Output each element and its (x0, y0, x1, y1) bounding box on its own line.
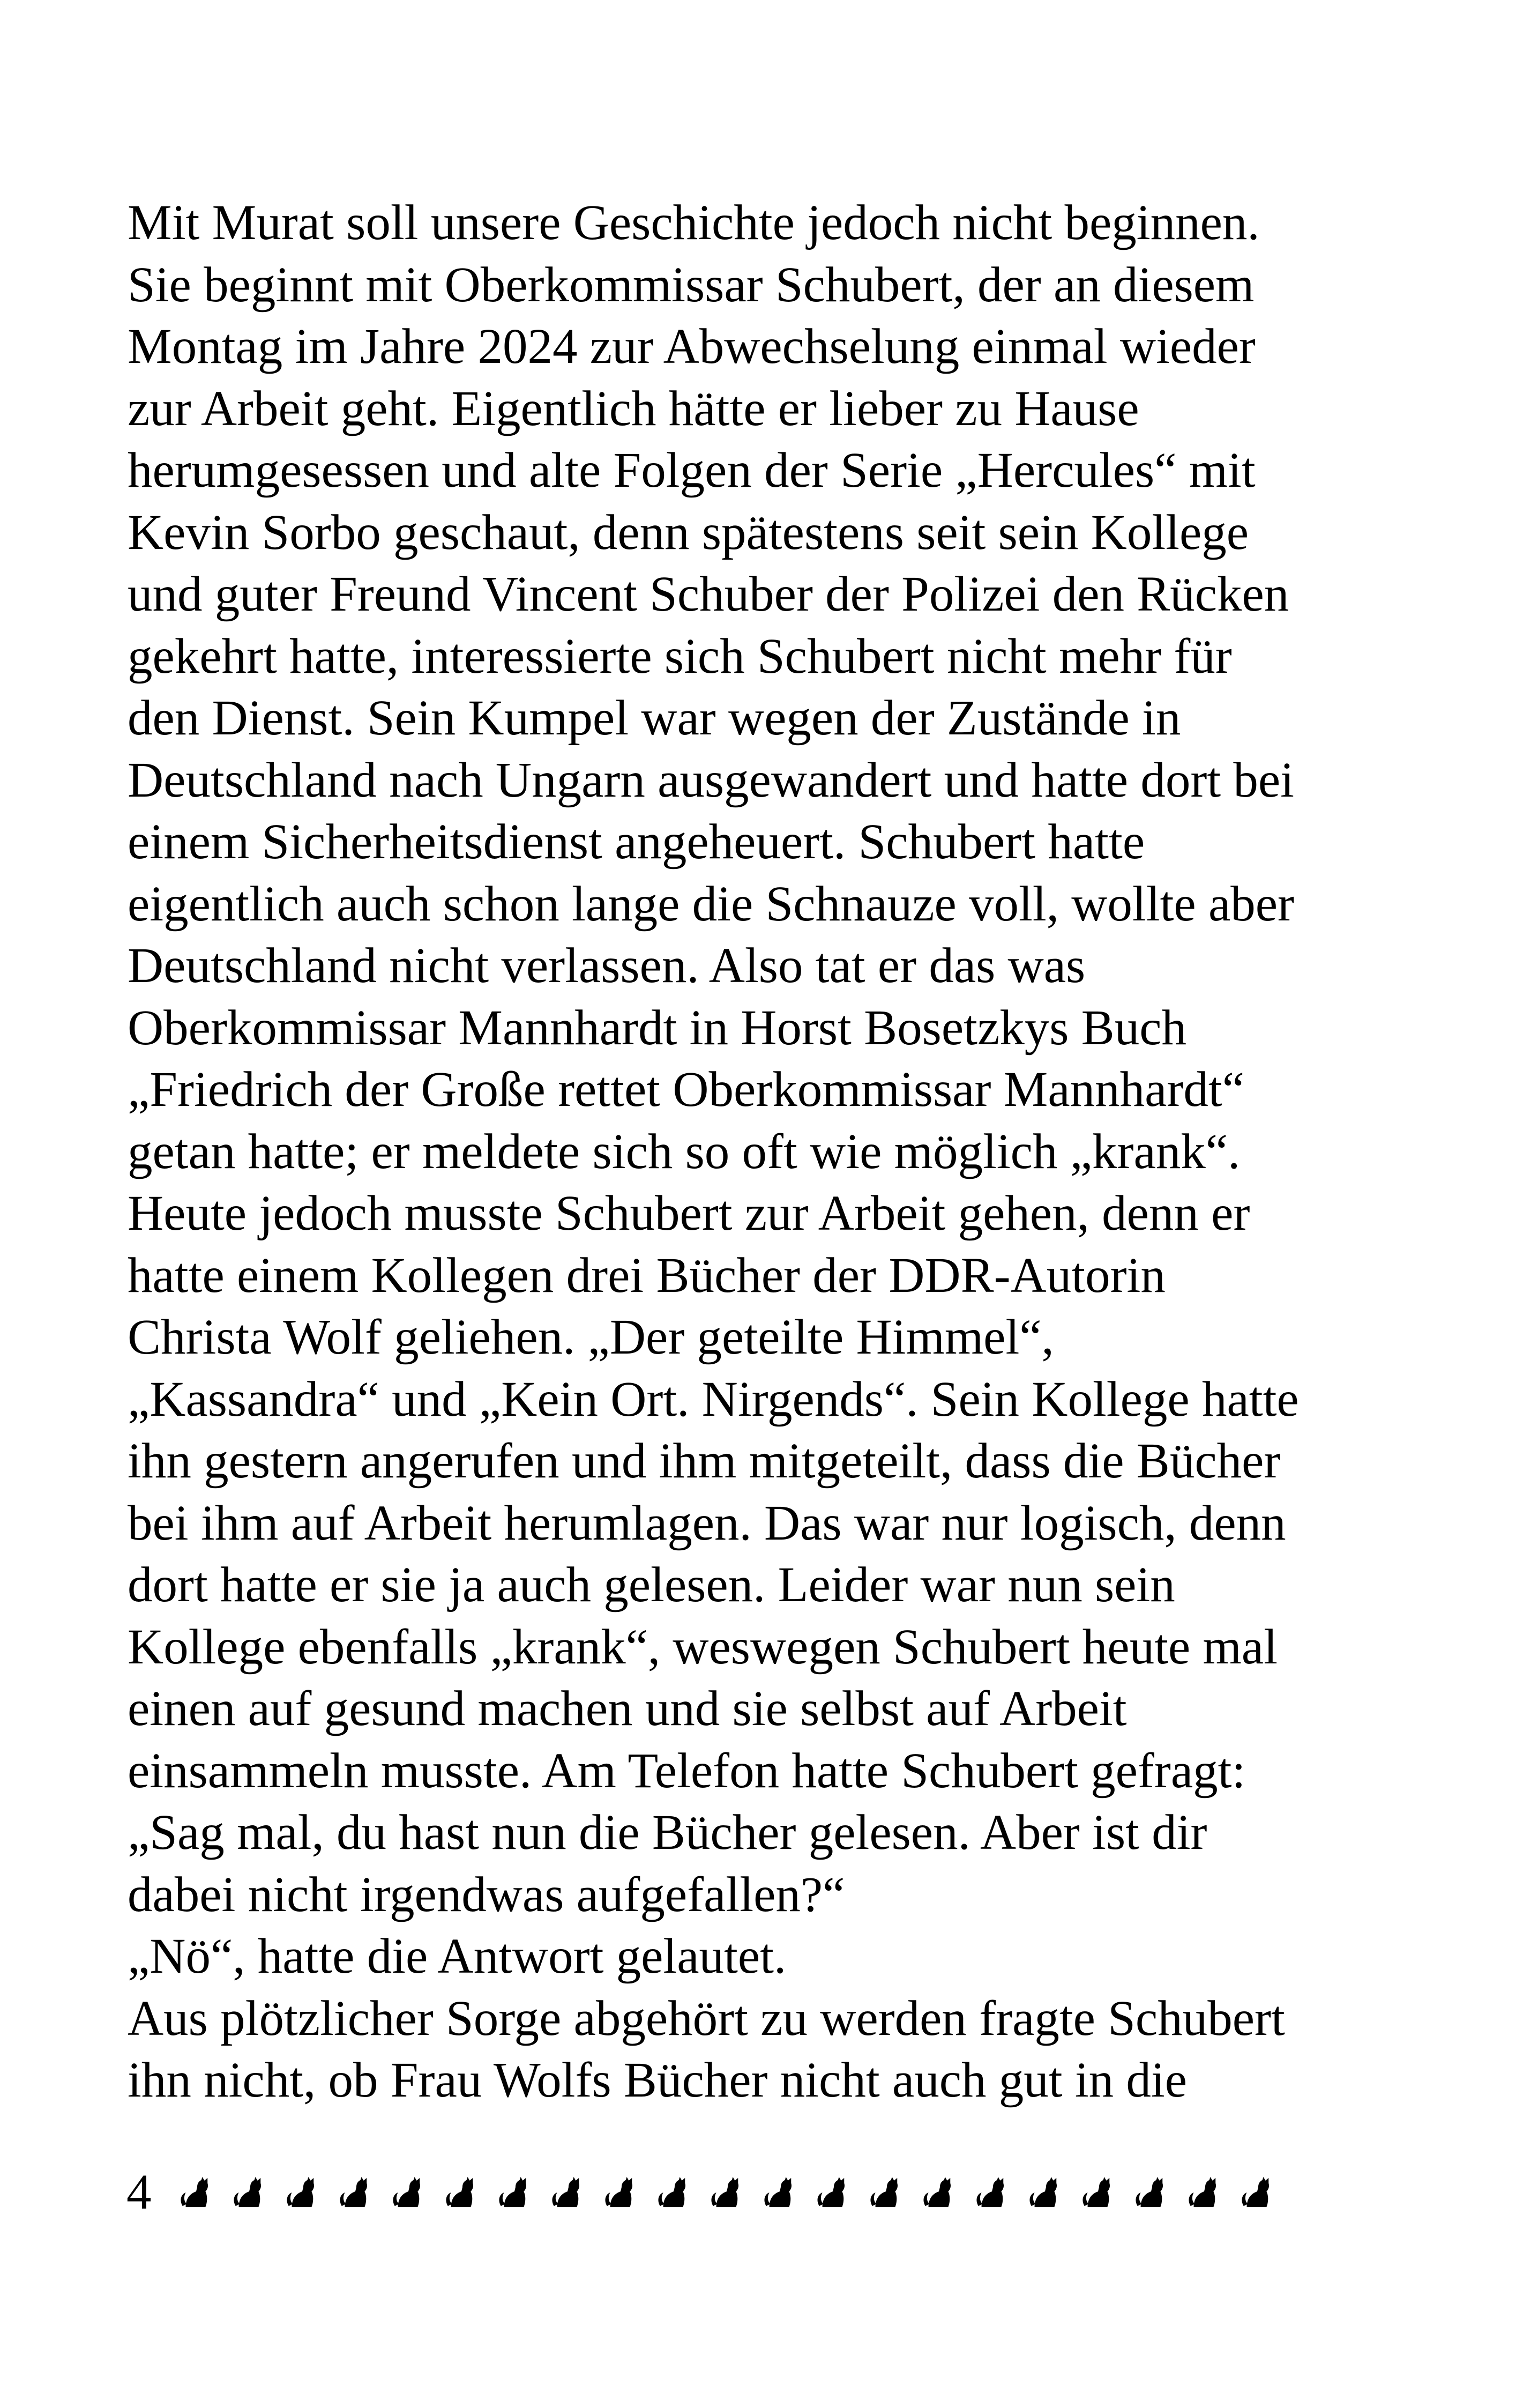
text-line: einem Sicherheitsdienst angeheuert. Schubert hatte (128, 814, 1145, 869)
cat-silhouette-icon (550, 2176, 583, 2209)
cat-silhouette-icon (497, 2176, 530, 2209)
cat-silhouette-icon (762, 2176, 795, 2209)
ornament-row (178, 2176, 1273, 2209)
text-line: Oberkommissar Mannhardt in Horst Bosetzkys Buch (128, 1000, 1186, 1056)
cat-silhouette-icon (1080, 2176, 1114, 2209)
cat-silhouette-icon (1027, 2176, 1061, 2209)
cat-silhouette-icon (603, 2176, 636, 2209)
text-line: zur Arbeit geht. Eigentlich hätte er lieber zu Hause (128, 381, 1139, 436)
text-line: Mit Murat soll unsere Geschichte jedoch nicht beginnen. (128, 195, 1260, 250)
cat-silhouette-icon (232, 2176, 265, 2209)
text-line: herumgesessen und alte Folgen der Serie „Hercules“ mit (128, 443, 1256, 498)
text-line: einsammeln musste. Am Telefon hatte Schubert gefragt: (128, 1743, 1246, 1798)
cat-silhouette-icon (391, 2176, 424, 2209)
text-line: dort hatte er sie ja auch gelesen. Leider war nun sein (128, 1557, 1175, 1612)
text-line: Kevin Sorbo geschaut, denn spätestens seit sein Kollege (128, 504, 1249, 560)
text-line: „Friedrich der Große rettet Oberkommissar Mannhardt“ (128, 1062, 1245, 1117)
text-line: und guter Freund Vincent Schuber der Polizei den Rücken (128, 567, 1289, 622)
cat-silhouette-icon (921, 2176, 954, 2209)
cat-silhouette-icon (868, 2176, 901, 2209)
cat-silhouette-icon (709, 2176, 742, 2209)
text-line: einen auf gesund machen und sie selbst auf Arbeit (128, 1681, 1127, 1736)
text-line: ihn nicht, ob Frau Wolfs Bücher nicht auch gut in die (128, 2053, 1188, 2108)
text-line: Deutschland nicht verlassen. Also tat er das was (128, 938, 1086, 993)
cat-silhouette-icon (178, 2176, 212, 2209)
text-line: Christa Wolf geliehen. „Der geteilte Himmel“, (128, 1310, 1054, 1365)
page-number: 4 (126, 2165, 152, 2220)
cat-silhouette-icon (656, 2176, 689, 2209)
text-line: gekehrt hatte, interessierte sich Schubert nicht mehr für (128, 628, 1232, 684)
text-line: Heute jedoch musste Schubert zur Arbeit gehen, denn er (128, 1186, 1250, 1241)
text-line: ihn gestern angerufen und ihm mitgeteilt, dass die Bücher (128, 1433, 1281, 1489)
cat-silhouette-icon (1240, 2176, 1273, 2209)
text-line: „Nö“, hatte die Antwort gelautet. (128, 1929, 787, 1984)
cat-silhouette-icon (444, 2176, 477, 2209)
text-line: den Dienst. Sein Kumpel war wegen der Zustände in (128, 690, 1181, 746)
text-line: Aus plötzlicher Sorge abgehört zu werden fragte Schubert (128, 1990, 1285, 2046)
text-line: hatte einem Kollegen drei Bücher der DDR-Autorin (128, 1247, 1166, 1303)
text-line: „Kassandra“ und „Kein Ort. Nirgends“. Sein Kollege hatte (128, 1371, 1299, 1427)
cat-silhouette-icon (338, 2176, 371, 2209)
text-line: Sie beginnt mit Oberkommissar Schubert, der an diesem (128, 257, 1255, 313)
cat-silhouette-icon (815, 2176, 848, 2209)
text-line: Kollege ebenfalls „krank“, weswegen Schubert heute mal (128, 1619, 1278, 1675)
cat-silhouette-icon (285, 2176, 318, 2209)
cat-silhouette-icon (974, 2176, 1007, 2209)
text-line: getan hatte; er meldete sich so oft wie möglich „krank“. (128, 1124, 1241, 1179)
cat-silhouette-icon (1133, 2176, 1167, 2209)
cat-silhouette-icon (1186, 2176, 1220, 2209)
text-line: eigentlich auch schon lange die Schnauze voll, wollte aber (128, 876, 1294, 932)
text-line: „Sag mal, du hast nun die Bücher gelesen. Aber ist dir (128, 1805, 1207, 1860)
body-text (128, 192, 1435, 2112)
page-footer (126, 2160, 1273, 2225)
text-line: dabei nicht irgendwas aufgefallen?“ (128, 1867, 845, 1922)
text-line: Deutschland nach Ungarn ausgewandert und hatte dort bei (128, 752, 1295, 808)
text-line: bei ihm auf Arbeit herumlagen. Das war nur logisch, denn (128, 1495, 1286, 1551)
text-line: Montag im Jahre 2024 zur Abwechselung einmal wieder (128, 319, 1256, 374)
